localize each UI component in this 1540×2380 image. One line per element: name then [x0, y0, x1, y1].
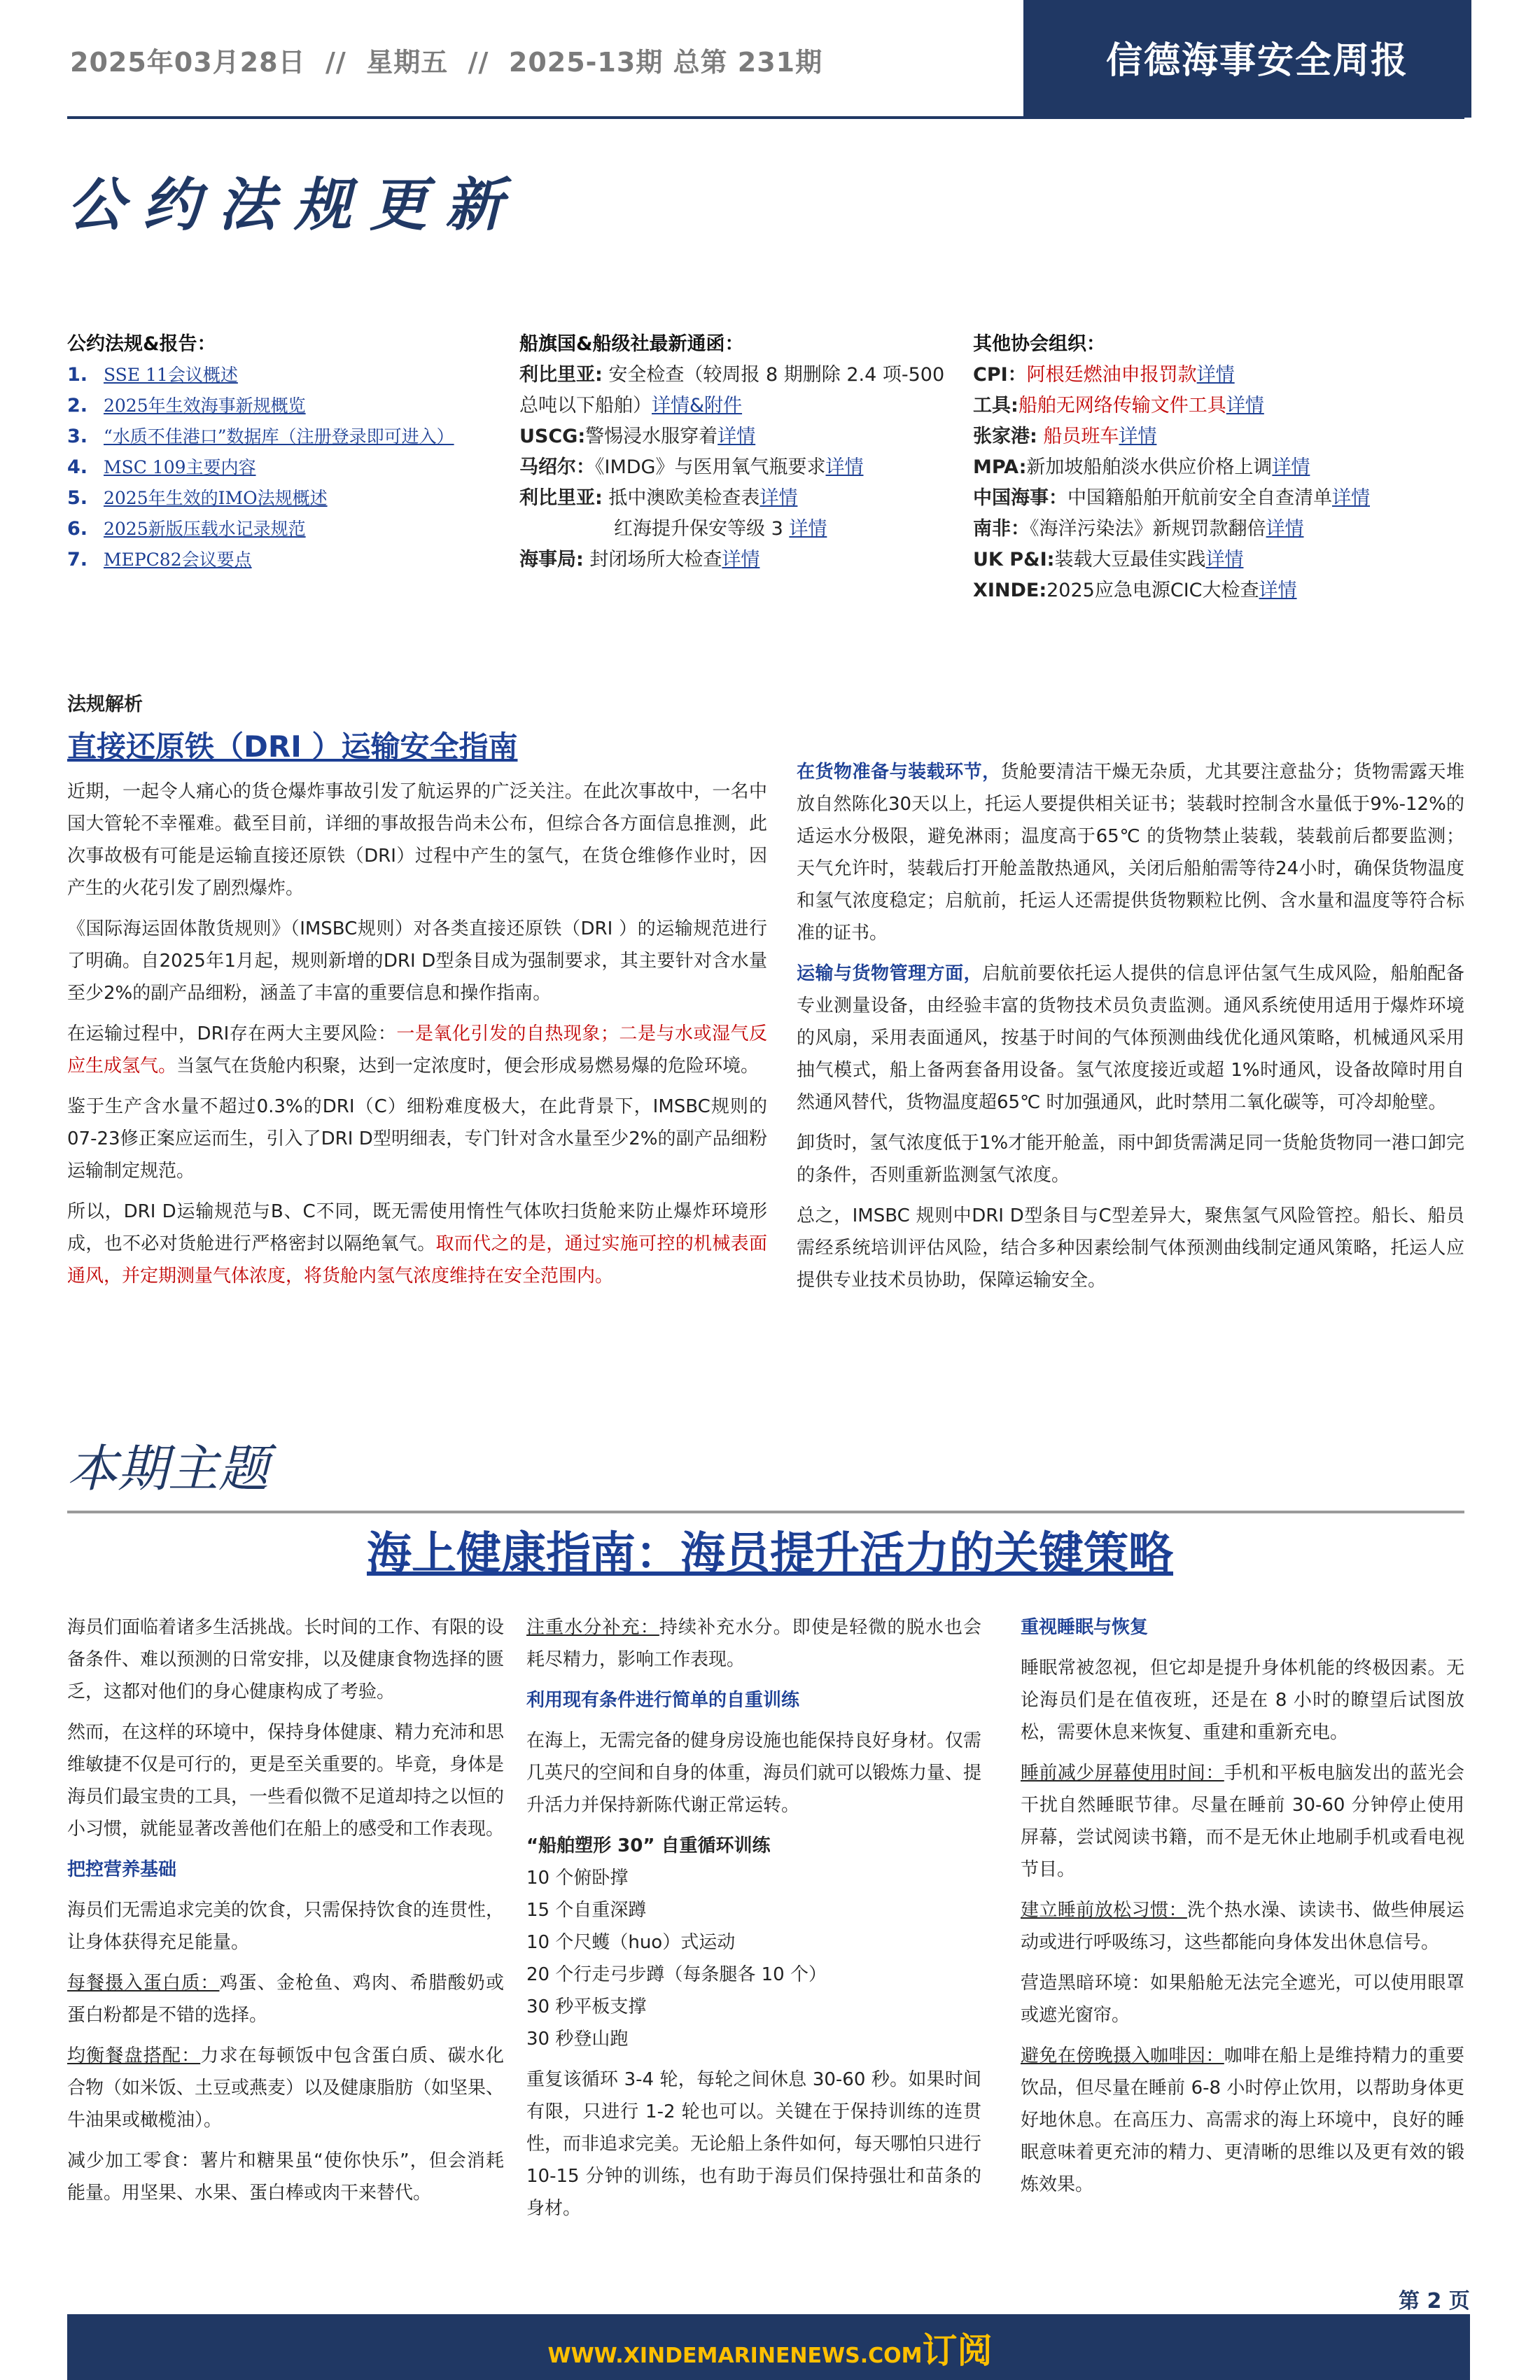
list-item: 2. 2025年生效海事新规概览	[67, 391, 515, 421]
subscribe-link[interactable]: 订阅	[922, 2330, 993, 2371]
paragraph: 避免在傍晚摄入咖啡因：咖啡在船上是维持精力的重要饮品，但尽量在睡前 6-8 小时停止饮用，以帮助身体更好地休息。在高压力、高需求的海上环境中，良好的睡眠意味着更充沛的精力、更清晰的思维以及更有效的锻炼效果。	[1021, 2045, 1464, 2195]
list-item: 南非：《海洋污染法》新规罚款翻倍详情	[973, 518, 1304, 540]
paragraph: 在货物准备与装载环节，货舱要清洁干燥无杂质，尤其要注意盐分；货物需露天堆放自然陈化30天以上，托运人要提供相关证书；装载时控制含水量低于9%-12%的适运水分极限，避免淋雨；温度高于65℃ 的货物禁止装载，装载前后都要监测；天气允许时，装载后打开舱盖散热通风，关闭后船舶需等待24小时，确保货物温度和氢气浓度稳定；启航前，托运人还需提供货物颗粒比例、含水量和温度等符合标准的证书。	[797, 762, 1464, 944]
details-link[interactable]: 详情	[722, 549, 760, 570]
law-right-column	[797, 756, 1464, 1305]
details-link[interactable]: 详情	[1205, 549, 1244, 570]
list-item: 3. “水质不佳港口”数据库（注册登录即可进入）	[67, 421, 515, 452]
section-title-regulations: 公约法规更新	[67, 172, 521, 239]
list-item: MPA:新加坡船舶淡水供应价格上调详情	[973, 456, 1310, 478]
regulation-link-imo-2025[interactable]: 2025年生效的IMO法规概述	[104, 488, 328, 508]
details-link[interactable]: 详情	[1196, 364, 1235, 386]
details-link[interactable]: 详情	[1119, 426, 1157, 447]
list-item: 10 个尺蠖（huo）式运动	[526, 1932, 736, 1953]
paragraph: 总之，IMSBC 规则中DRI D型条目与C型差异大，聚焦氢气风险管控。船长、船员需经系统培训评估风险，结合多种因素绘制气体预测曲线制定通风策略，托运人应提供专业技术员协助，保障运输安全。	[797, 1205, 1464, 1291]
list-item: 1. SSE 11会议概述	[67, 360, 515, 391]
list-item: 20 个行走弓步蹲（每条腿各 10 个）	[526, 1964, 827, 1985]
theme-column-2	[526, 1611, 981, 2233]
details-link[interactable]: 详情	[1332, 487, 1370, 509]
details-link[interactable]: 详情	[1272, 456, 1310, 478]
theme-column-1	[67, 1611, 504, 2218]
paragraph: 均衡餐盘搭配：力求在每顿饭中包含蛋白质、碳水化合物（如米饭、土豆或燕麦）以及健康脂肪（如坚果、牛油果或橄榄油）。	[67, 2045, 505, 2131]
list-item: 工具:船舶无网络传输文件工具详情	[973, 395, 1264, 416]
website-link[interactable]: WWW.XINDEMARINENEWS.COM	[547, 2344, 923, 2368]
list-item: 海事局: 封闭场所大检查详情	[519, 549, 760, 570]
associations-column	[973, 329, 1463, 606]
masthead-title: 信德海事安全周报	[1106, 40, 1409, 82]
paragraph: 每餐摄入蛋白质：鸡蛋、金枪鱼、鸡肉、希腊酸奶或蛋白粉都是不错的选择。	[67, 1973, 504, 2026]
theme-article-title: 海上健康指南：海员提升活力的关键策略	[367, 1528, 1173, 1580]
details-link[interactable]: 详情	[1226, 395, 1264, 416]
list-item: 4. MSC 109主要内容	[67, 452, 515, 483]
regulation-link-sse11[interactable]: SSE 11会议概述	[104, 365, 238, 385]
details-link[interactable]: 详情	[789, 518, 827, 540]
paragraph: 海员们面临着诸多生活挑战。长时间的工作、有限的设备条件、难以预测的日常安排，以及健康食物选择的匮乏，这都对他们的身心健康构成了考验。	[67, 1617, 505, 1702]
column-heading: 船旗国&船级社最新通函：	[519, 333, 744, 355]
column-heading: 公约法规&报告：	[67, 333, 216, 355]
list-item: 利比里亚: 抵中澳欧美检查表详情	[519, 487, 798, 509]
list-item: CPI：阿根廷燃油申报罚款详情	[973, 364, 1235, 386]
details-link[interactable]: 详情	[825, 456, 864, 478]
list-item: USCG:警惕浸水服穿着详情	[519, 426, 756, 447]
paragraph: 睡眠常被忽视，但它却是提升身体机能的终极因素。无论海员们是在值夜班，还是在 8 小时的瞭望后试图放松，需要休息来恢复、重建和重新充电。	[1021, 1658, 1464, 1743]
regulation-link-water-quality-db[interactable]: “水质不佳港口”数据库（注册登录即可进入）	[104, 426, 454, 447]
subheading: 利用现有条件进行简单的自重训练	[526, 1690, 800, 1711]
section-title-theme: 本期主题	[67, 1439, 270, 1498]
list-item: 利比里亚: 安全检查（较周报 8 期删除 2.4 项-500	[519, 364, 945, 386]
list-item: 30 秒平板支撑	[526, 1996, 647, 2017]
paragraph: 鉴于生产含水量不超过0.3%的DRI（C）细粉难度极大，在此背景下，IMSBC规则的07-23修正案应运而生，引入了DRI D型明细表，专门针对含水量至少2%的副产品细粉运输制定规范。	[67, 1096, 767, 1182]
list-item: 10 个俯卧撑	[526, 1868, 629, 1889]
issue-date-line: 2025年03月28日 // 星期五 // 2025-13期 总第 231期	[70, 47, 823, 78]
theme-column-3	[1021, 1611, 1464, 2209]
details-link[interactable]: 详情	[1266, 518, 1304, 540]
regulation-link-ballast-water[interactable]: 2025新版压载水记录规范	[104, 519, 306, 539]
footer-link	[0, 2323, 1540, 2373]
subheading: 把控营养基础	[67, 1859, 177, 1880]
paragraph: 重复该循环 3-4 轮，每轮之间休息 30-60 秒。如果时间有限，只进行 1-2 轮也可以。关键在于保持训练的连贯性，而非追求完美。无论船上条件如何，每天哪怕只进行 10-15 分钟的训练，也有助于海员们保持强壮和苗条的身材。	[526, 2069, 982, 2219]
paragraph: 在运输过程中，DRI存在两大主要风险：一是氧化引发的自热现象；二是与水或湿气反应生成氢气。当氢气在货舱内积聚，达到一定浓度时，便会形成易燃易爆的危险环境。	[67, 1023, 767, 1077]
paragraph: 注重水分补充：持续补充水分。即使是轻微的脱水也会耗尽精力，影响工作表现。	[526, 1617, 981, 1670]
paragraph: 卸货时，氢气浓度低于1%才能开舱盖，雨中卸货需满足同一货舱货物同一港口卸完的条件，否则重新监测氢气浓度。	[797, 1133, 1464, 1186]
paragraph: 睡前减少屏幕使用时间：手机和平板电脑发出的蓝光会干扰自然睡眠节律。尽量在睡前 30-60 分钟停止使用屏幕，尝试阅读书籍，而不是无休止地刷手机或看电视节目。	[1021, 1763, 1464, 1880]
paragraph: 海员们无需追求完美的饮食，只需保持饮食的连贯性，让身体获得充足能量。	[67, 1900, 505, 1953]
list-item: 中国海事：中国籍船舶开航前安全自查清单详情	[973, 487, 1370, 509]
paragraph: 在海上，无需完备的健身房设施也能保持良好身材。仅需几英尺的空间和自身的体重，海员们就可以锻炼力量、提升活力并保持新陈代谢正常运转。	[526, 1730, 982, 1816]
paragraph: 减少加工零食：薯片和糖果虽“使你快乐”，但会消耗能量。用坚果、水果、蛋白棒或肉干来替代。	[67, 2150, 504, 2204]
subheading: “船舶塑形 30” 自重循环训练	[526, 1835, 771, 1856]
paragraph: 建立睡前放松习惯：洗个热水澡、读读书、做些伸展运动或进行呼吸练习，这些都能向身体发出休息信号。	[1021, 1900, 1464, 1953]
list-item: 7. MEPC82会议要点	[67, 545, 515, 575]
law-analysis-title[interactable]: 直接还原铁（DRI ）运输安全指南	[67, 729, 518, 764]
details-link[interactable]: 详情	[760, 487, 798, 509]
list-item: 红海提升保安等级 3 详情	[614, 518, 827, 540]
list-item: 张家港: 船员班车详情	[973, 426, 1157, 447]
flag-state-column	[519, 329, 967, 575]
regulation-link-2025-new-rules[interactable]: 2025年生效海事新规概览	[104, 396, 306, 416]
theme-rule	[67, 1511, 1464, 1513]
details-link[interactable]: 详情	[718, 426, 756, 447]
column-heading: 其他协会组织：	[973, 333, 1105, 355]
subheading: 重视睡眠与恢复	[1021, 1617, 1149, 1638]
list-item: 6. 2025新版压载水记录规范	[67, 514, 515, 545]
law-analysis-tag: 法规解析	[67, 694, 143, 715]
page-number: 第 2 页	[1399, 2289, 1470, 2314]
list-item: UK P&I:装载大豆最佳实践详情	[973, 549, 1244, 570]
list-item: 15 个自重深蹲	[526, 1900, 647, 1921]
regulation-link-mepc82[interactable]: MEPC82会议要点	[104, 550, 252, 570]
regulation-link-msc109[interactable]: MSC 109主要内容	[104, 457, 256, 477]
list-item: XINDE:2025应急电源CIC大检查详情	[973, 580, 1297, 601]
list-item: 5. 2025年生效的IMO法规概述	[67, 483, 515, 514]
paragraph: 近期，一起令人痛心的货仓爆炸事故引发了航运界的广泛关注。在此次事故中，一名中国大管轮不幸罹难。截至目前，详细的事故报告尚未公布，但综合各方面信息推测，此次事故极有可能是运输直接还原铁（DRI）过程中产生的氢气，在货仓维修作业时，因产生的火花引发了剧烈爆炸。	[67, 781, 767, 899]
details-link[interactable]: 详情	[1259, 580, 1297, 601]
list-item: 总吨以下船舶）详情&附件	[519, 395, 743, 416]
paragraph: 然而，在这样的环境中，保持身体健康、精力充沛和思维敏捷不仅是可行的，更是至关重要的。毕竟，身体是海员们最宝贵的工具，一些看似微不足道却持之以恒的小习惯，就能显著改善他们在船上的感受和工作表现。	[67, 1722, 505, 1840]
paragraph: 《国际海运固体散货规则》（IMSBC规则）对各类直接还原铁（DRI ）的运输规范进行了明确。自2025年1月起，规则新增的DRI D型条目成为强制要求，其主要针对含水量至少2%的副产品细粉，涵盖了丰富的重要信息和操作指南。	[67, 918, 767, 1004]
law-left-column	[67, 776, 767, 1301]
regulations-list-column	[67, 329, 515, 575]
paragraph: 运输与货物管理方面，启航前要依托运人提供的信息评估氢气生成风险，船舶配备专业测量设备，由经验丰富的货物技术员负责监测。通风系统使用适用于爆炸环境的风扇，采用表面通风，按基于时间的气体预测曲线优化通风策略，机械通风采用抽气模式，船上备两套备用设备。氢气浓度接近或超 1%时通风，设备故障时用自然通风替代，货物温度超65℃ 时加强通风，此时禁用二氧化碳等，可冷却舱壁。	[797, 963, 1464, 1113]
header-rule	[67, 116, 1464, 119]
list-item: 30 秒登山跑	[526, 2029, 629, 2050]
paragraph: 所以，DRI D运输规范与B、C不同，既无需使用惰性气体吹扫货舱来防止爆炸环境形成，也不必对货舱进行严格密封以隔绝氧气。取而代之的是，通过实施可控的机械表面通风，并定期测量气体浓度，将货舱内氢气浓度维持在安全范围内。	[67, 1201, 767, 1287]
list-item: 马绍尔：《IMDG》与医用氧气瓶要求详情	[519, 456, 864, 478]
paragraph: 营造黑暗环境：如果船舱无法完全遮光，可以使用眼罩或遮光窗帘。	[1021, 1973, 1464, 2026]
regulation-list	[67, 360, 515, 575]
details-link[interactable]: 详情&附件	[652, 395, 743, 416]
workout-list	[526, 1862, 981, 2055]
